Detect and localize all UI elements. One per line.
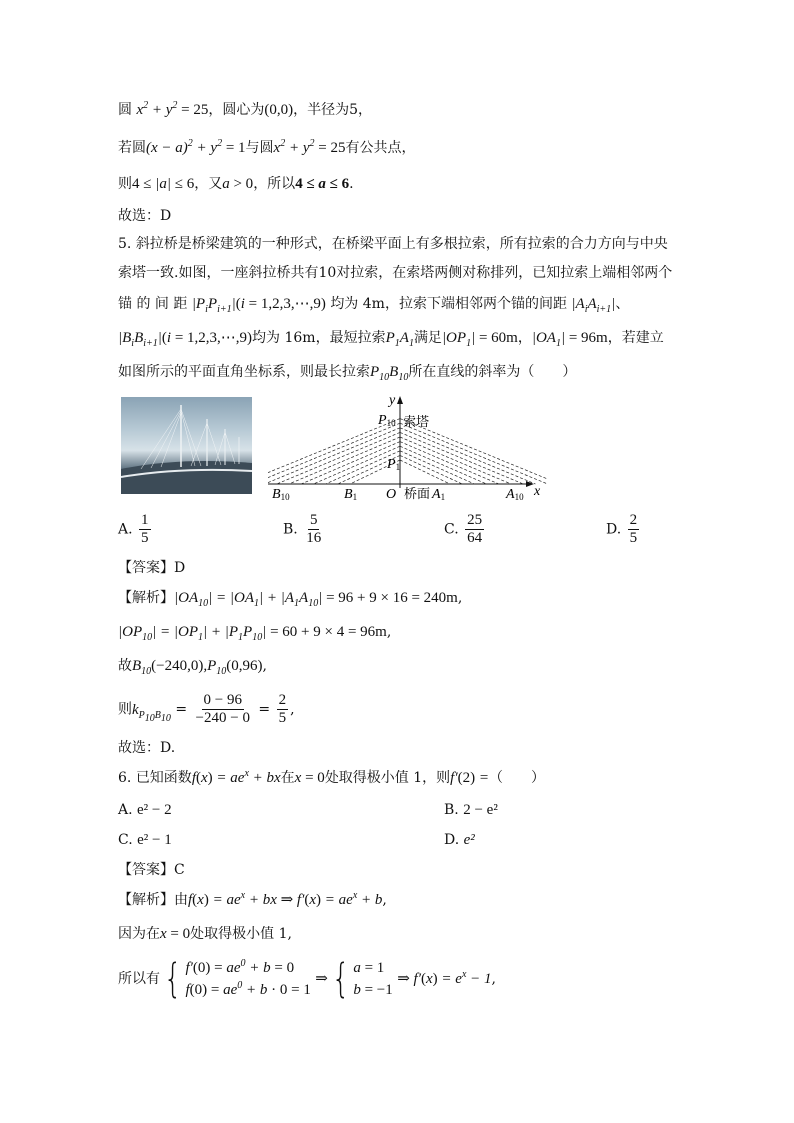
q6-stem: 6. 已知函数$f(x) = ae^x$ + bx在x = 0处取得极小值 1，则f′(2) =（ ） — [118, 768, 545, 786]
q5-option-a[interactable]: A. $\frac{1}{5}$ — [118, 512, 149, 546]
cable-left — [289, 437, 400, 484]
solution-line-intersect: 若圆$(x - a)^2 + y^2 = 1$与圆$x^2 + y^2 = 25$有公共点， — [118, 138, 416, 156]
origin-label: O — [386, 487, 397, 502]
b10-label: B10 — [272, 487, 290, 502]
q6-answer: 【答案】C — [118, 862, 185, 878]
p1-label: P1 — [387, 457, 401, 472]
tower-label: 索塔 — [403, 415, 430, 430]
cable-right — [400, 460, 450, 484]
q5-line-5: 如图所示的平面直角坐标系，则最长拉索$P_{10}B_{10}$所在直线的斜率为（ ） — [118, 364, 577, 383]
cable-right — [400, 428, 535, 484]
cable-right — [400, 432, 523, 484]
q5-option-c[interactable]: C. $\frac{25}{64}$ — [444, 512, 483, 546]
y-axis-label: y — [389, 393, 396, 408]
solution-line-circle: 圆 $x^2 + y^2 = 25$，圆心为(0,0)，半径为5， — [118, 100, 373, 118]
b1-label: B1 — [344, 487, 358, 502]
a1-label: A1 — [432, 487, 446, 502]
q5-line-1: 5. 斜拉桥是桥梁建筑的一种形式，在桥梁平面上有多根拉索，所有拉索的合力方向与中央 — [118, 236, 668, 252]
deck-label: 桥面 — [404, 487, 431, 502]
q6-analysis-line-2: 因为在x = 0处取得极小值 1, — [118, 926, 292, 942]
bridge-photo-drawing — [121, 397, 252, 494]
cable-right — [400, 423, 548, 484]
choice-line-q4: 故选：D — [118, 208, 172, 224]
q5-option-b[interactable]: B. $\frac{5}{16}$ — [283, 512, 322, 546]
q5-line-3: 锚 的 间 距 $|P_iP_{i+1}|(i$ = 1,2,3,⋯,9) 均为 4m，拉索下端相邻两个锚的间距 $|A_iA_{i+1}|$、 — [118, 296, 630, 315]
cable-right — [400, 446, 487, 484]
q5-line-2: 索塔一致.如图，一座斜拉桥共有10对拉索，在索塔两侧对称排列，已知拉索上端相邻两个 — [118, 265, 673, 281]
q6-analysis-line-3: 所以有 { $f'(0) = ae^0 + b = 0$ $f(0) = ae^0 + b \cdot 0 = 1$ ⇒ { a = 1 b = −1 ⇒ $f'(x) = e^x - 1$, — [118, 956, 496, 1002]
bridge-photo — [121, 397, 252, 494]
bridge-coordinate-diagram — [268, 392, 548, 502]
q6-option-b[interactable]: B. 2 − e² — [444, 802, 498, 818]
q5-analysis-line-4: 则$k_{P_{10}B_{10}}$ = $\frac{0 - 96}{-240 - 0}$ = $\frac{2}{5}$ , — [118, 692, 295, 726]
q6-option-a[interactable]: A. e² − 2 — [118, 802, 172, 818]
q5-option-d[interactable]: D. $\frac{2}{5}$ — [606, 512, 638, 546]
q5-analysis-line-2: $|OP_{10}| = |OP_1| + |P_1P_{10}| = 60 + 9 \times 4 = 96m$, — [118, 624, 392, 643]
x-axis-label: x — [534, 484, 541, 499]
q5-choice: 故选：D. — [118, 740, 176, 756]
cable-right — [400, 437, 511, 484]
a10-label: A10 — [506, 487, 524, 502]
y-axis-arrow — [397, 396, 403, 404]
q6-option-c[interactable]: C. e² − 1 — [118, 832, 172, 848]
q6-analysis-line-1: 【解析】由$f(x) = ae^x$ + bx ⇒ $f'(x) = ae^x + b$, — [118, 890, 387, 908]
q5-line-4: $|B_iB_{i+1}|(i$ = 1,2,3,⋯,9)均为 16m，最短拉索$P_1A_1$满足$|OP_1| = 60m$，$|OA_1| = 96m$，若建立 — [118, 330, 664, 349]
p10-label: P10 — [378, 413, 396, 428]
cable-left — [268, 428, 400, 484]
q5-analysis-line-1: 【解析】$|OA_{10}| = |OA_1| + |A_1A_{10}| = 96 + 9 \times 16 = 240m$, — [118, 590, 463, 609]
q5-answer: 【答案】D — [118, 560, 186, 576]
q6-option-d[interactable]: D. e² — [444, 832, 475, 848]
cable-right — [400, 451, 474, 484]
cable-left — [277, 432, 400, 484]
q5-analysis-line-3: 故$B_{10}(-240,0),P_{10}(0,96)$, — [118, 658, 267, 677]
solution-line-range: 则4 ≤ |a| ≤ 6，又a > 0，所以4 ≤ a ≤ 6. — [118, 176, 354, 192]
